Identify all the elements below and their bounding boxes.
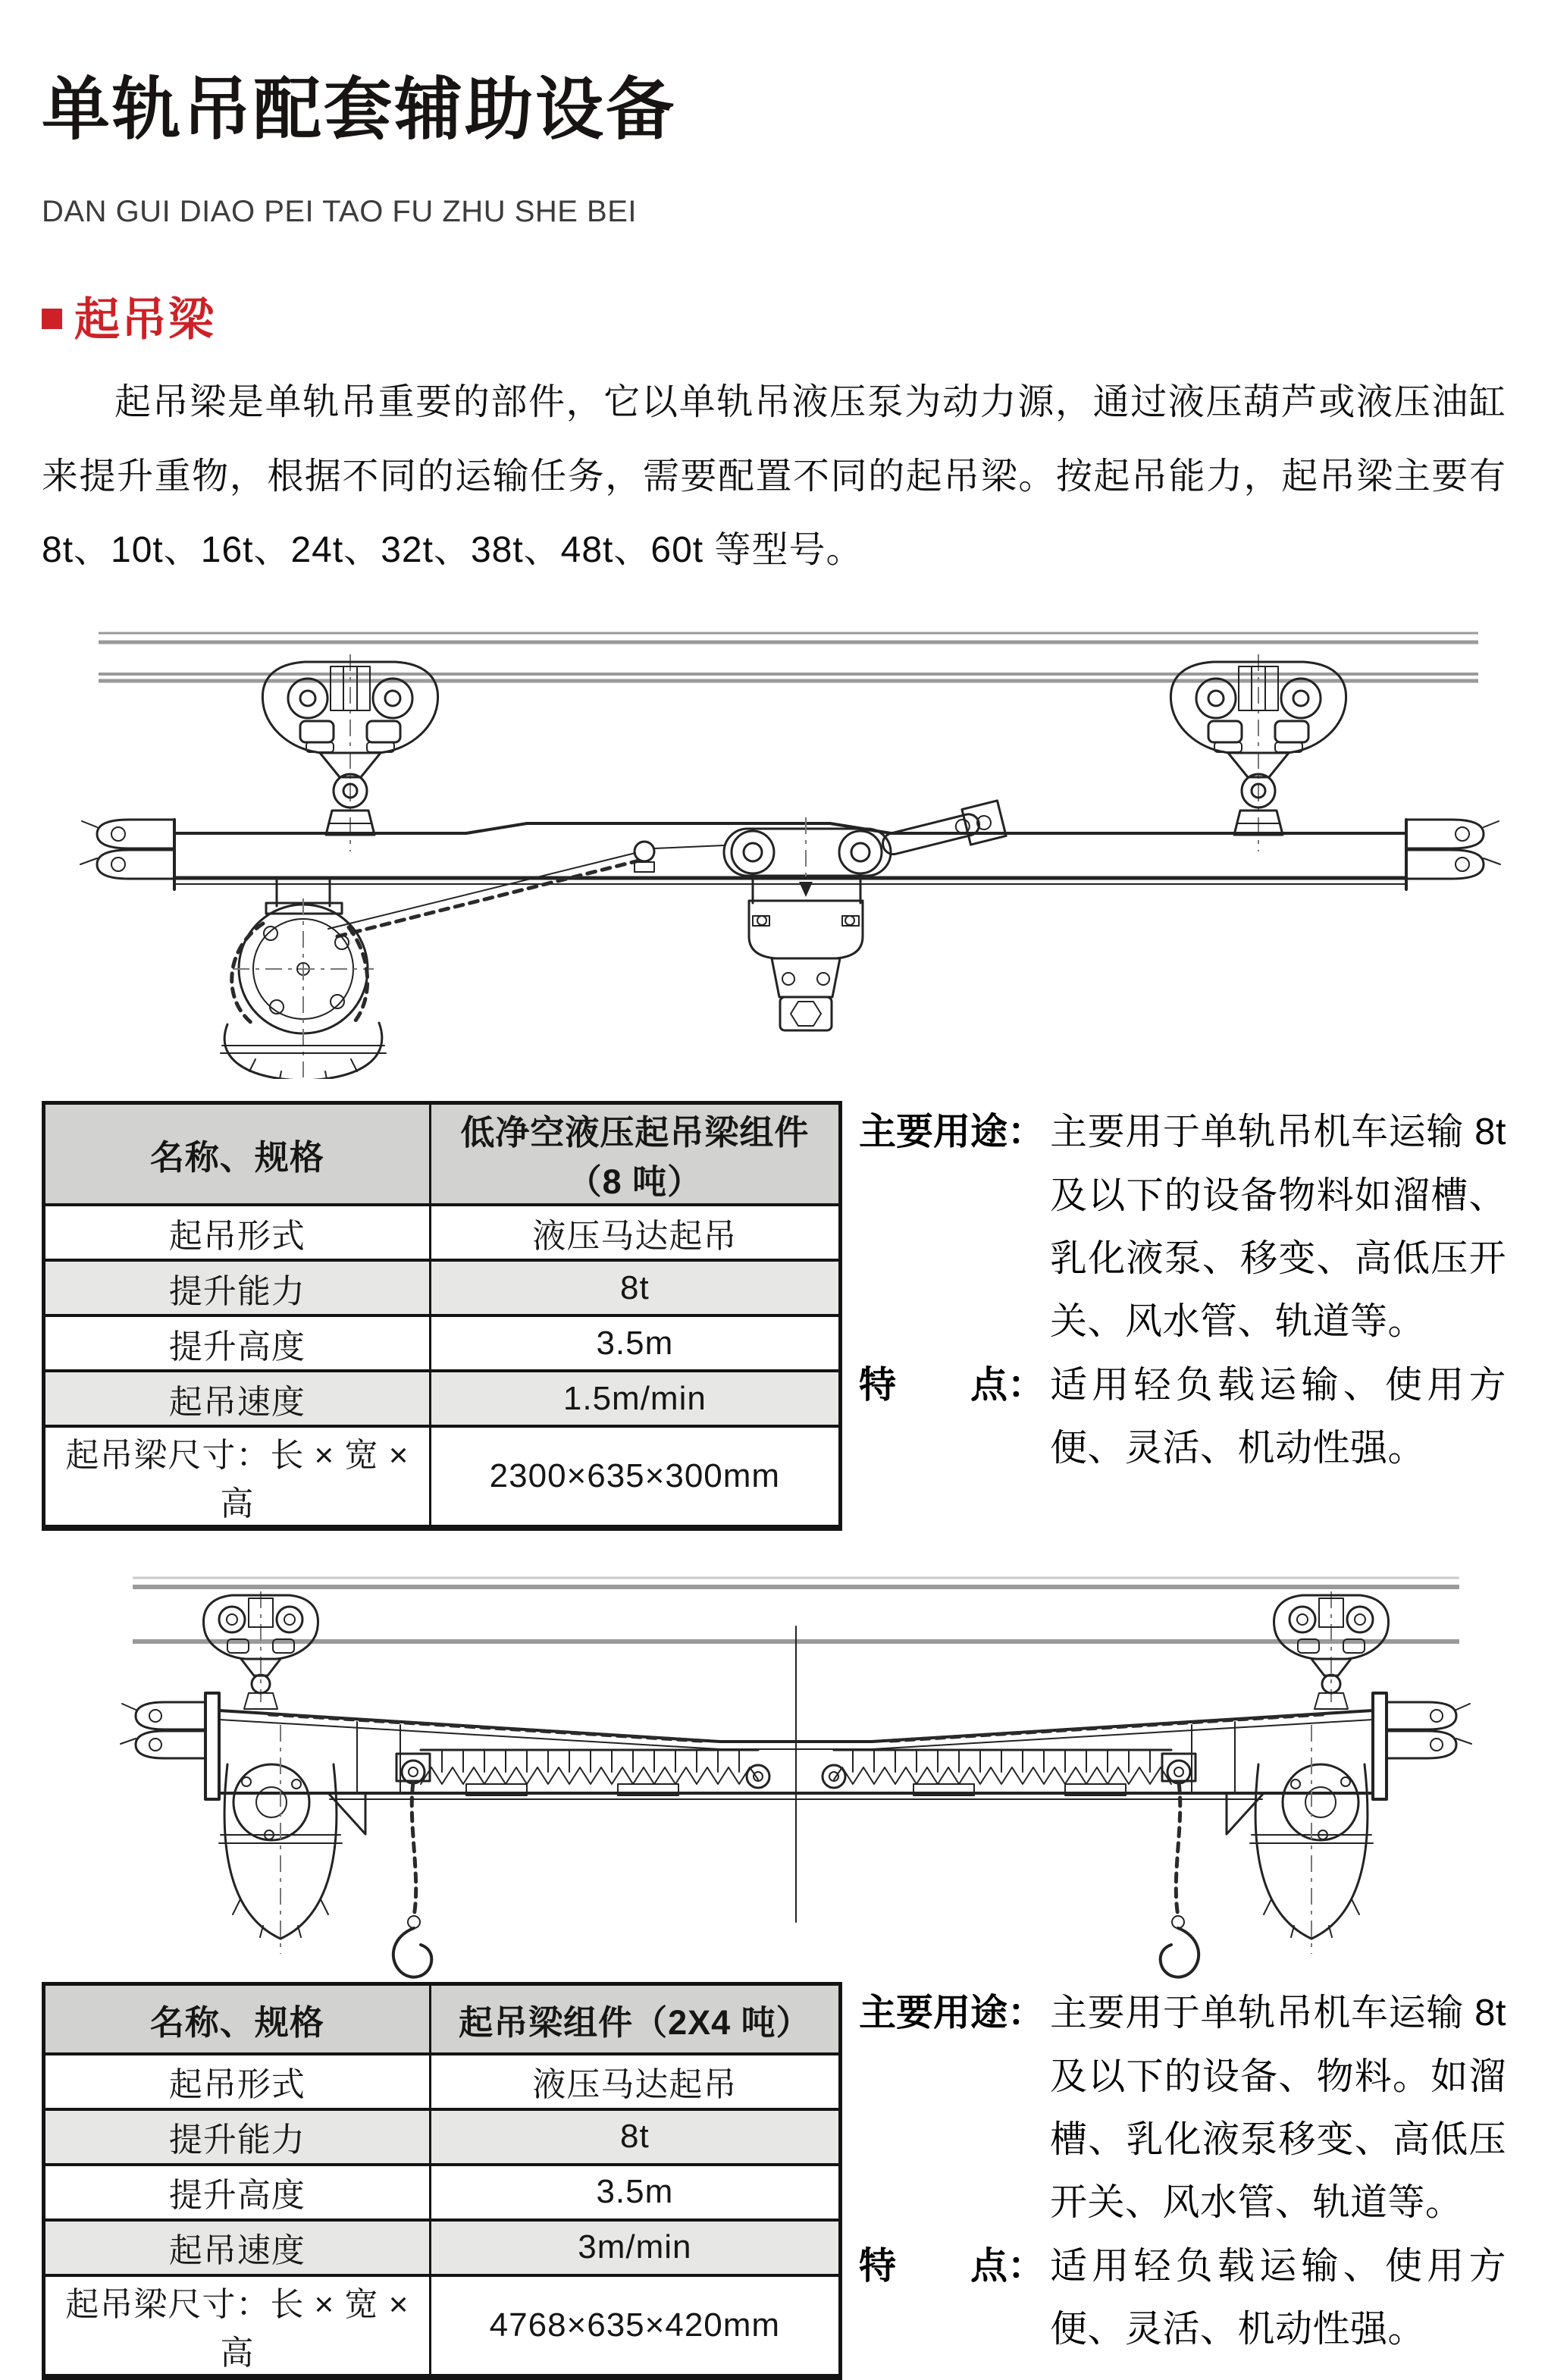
spec-value-cell: 8t xyxy=(430,1260,840,1315)
red-square-bullet-icon xyxy=(42,309,62,329)
spec-label-cell: 提升能力 xyxy=(44,1260,431,1315)
spec-label-cell: 提升高度 xyxy=(44,2165,431,2220)
spec-value-cell: 3.5m xyxy=(430,2165,840,2220)
section-header xyxy=(42,284,1506,349)
spec-label-cell: 提升高度 xyxy=(44,1315,431,1371)
drawing-lifting-beam-2x4t xyxy=(42,1573,1506,1986)
usage-text: 主要用于单轨吊机车运输 8t 及以下的设备物料如溜槽、乳化液泵、移变、高低压开关、风水管、轨道等。 xyxy=(1050,1112,1506,1343)
usage-label: 主要用途： xyxy=(859,1993,1045,2034)
spec-label-cell: 起吊速度 xyxy=(44,2220,431,2275)
section-title: 起吊梁 xyxy=(74,293,215,345)
spec-label-cell: 起吊形式 xyxy=(44,2054,431,2109)
table-row xyxy=(44,2275,841,2377)
spec-label-cell: 提升能力 xyxy=(44,2109,431,2165)
feature-note xyxy=(859,2235,1506,2362)
spec-label-cell: 起吊形式 xyxy=(44,1205,431,1260)
product-section-2x4t xyxy=(42,1982,1506,2380)
table-header-value: 起吊梁组件（2X4 吨） xyxy=(430,1984,840,2054)
table-header-label: 名称、规格 xyxy=(44,1984,431,2054)
spec-table-2x4t xyxy=(42,1982,842,2380)
table-row xyxy=(44,1205,841,1260)
usage-text: 主要用于单轨吊机车运输 8t 及以下的设备、物料。如溜槽、乳化液泵移变、高低压开关、风水管、轨道等。 xyxy=(1050,1993,1506,2224)
table-row xyxy=(44,1426,841,1528)
drawing-low-headroom-lifting-beam-8t xyxy=(42,624,1506,1083)
table-row xyxy=(44,2109,841,2165)
table-row xyxy=(44,2165,841,2220)
spec-table-8t xyxy=(42,1101,842,1531)
technical-drawing-2 xyxy=(42,1573,1506,1983)
side-notes-8t xyxy=(842,1101,1506,1480)
spec-value-cell: 3.5m xyxy=(430,1315,840,1371)
page-subtitle-pinyin: DAN GUI DIAO PEI TAO FU ZHU SHE BEI xyxy=(42,194,638,228)
table-header-row xyxy=(44,1103,841,1206)
feature-label: 特 点： xyxy=(859,2245,1045,2287)
table-header-row xyxy=(44,1984,841,2054)
feature-note xyxy=(859,1354,1506,1481)
spec-value-cell: 液压马达起吊 xyxy=(430,2054,840,2109)
spec-label-cell: 起吊速度 xyxy=(44,1371,431,1426)
table-header-value: 低净空液压起吊梁组件（8 吨） xyxy=(430,1103,840,1206)
usage-note xyxy=(859,1101,1506,1353)
usage-label: 主要用途： xyxy=(859,1112,1045,1153)
intro-paragraph: 起吊梁是单轨吊重要的部件，它以单轨吊液压泵为动力源，通过液压葫芦或液压油缸来提升重物，根据不同的运输任务，需要配置不同的起吊梁。按起吊能力，起吊梁主要有 8t、10t、16t、24t、32t、38t、48t、60t 等型号。 xyxy=(42,381,1506,571)
table-row xyxy=(44,2220,841,2275)
table-row xyxy=(44,1260,841,1315)
spec-value-cell: 2300×635×300mm xyxy=(430,1426,840,1528)
table-row xyxy=(44,1315,841,1371)
spec-value-cell: 液压马达起吊 xyxy=(430,1205,840,1260)
spec-value-cell: 1.5m/min xyxy=(430,1371,840,1426)
spec-value-cell: 3m/min xyxy=(430,2220,840,2275)
spec-label-cell: 起吊梁尺寸：长 × 宽 × 高 xyxy=(44,1426,431,1528)
feature-text: 适用轻负载运输、使用方便、灵活、机动性强。 xyxy=(1050,1364,1506,1469)
spec-value-cell: 8t xyxy=(430,2109,840,2165)
page-title: 单轨吊配套辅助设备 xyxy=(42,72,676,149)
spec-value-cell: 4768×635×420mm xyxy=(430,2275,840,2377)
side-notes-2x4t xyxy=(842,1982,1506,2361)
spec-label-cell: 起吊梁尺寸：长 × 宽 × 高 xyxy=(44,2275,431,2377)
table-row xyxy=(44,1371,841,1426)
usage-note xyxy=(859,1982,1506,2234)
feature-label: 特 点： xyxy=(859,1364,1045,1406)
table-header-label: 名称、规格 xyxy=(44,1103,431,1206)
technical-drawing-1 xyxy=(42,624,1506,1079)
table-row xyxy=(44,2054,841,2109)
product-section-8t xyxy=(42,1101,1506,1531)
feature-text: 适用轻负载运输、使用方便、灵活、机动性强。 xyxy=(1050,2245,1506,2350)
